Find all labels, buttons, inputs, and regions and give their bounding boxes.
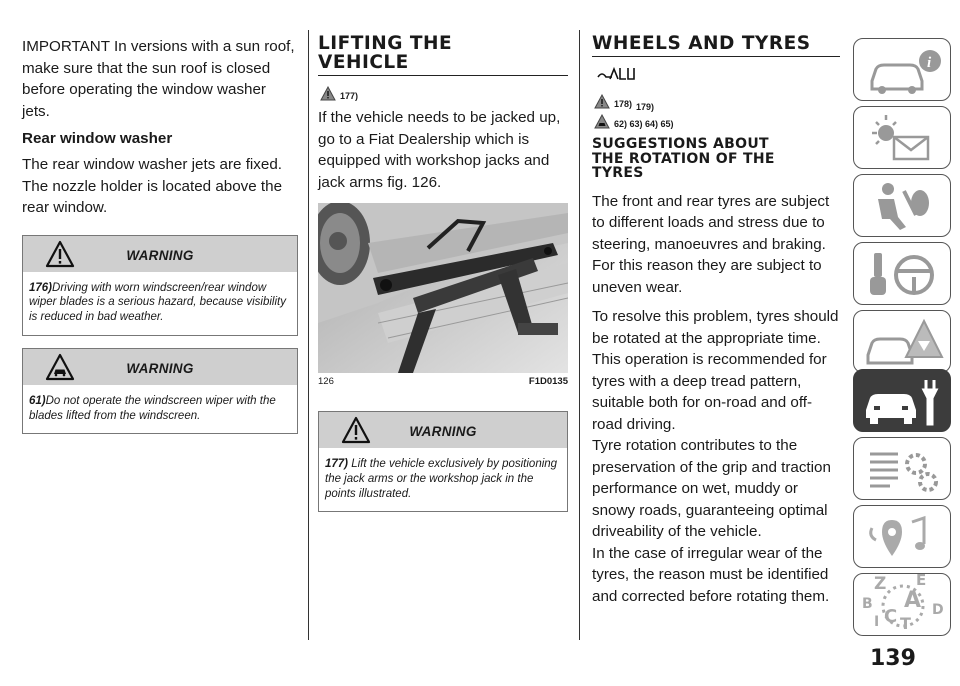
column-divider	[308, 30, 309, 640]
warning-header	[23, 349, 297, 385]
index-letter: I	[874, 614, 880, 630]
key-steering-icon	[854, 243, 952, 306]
column-1	[22, 36, 298, 444]
tyres-paragraph-3: Tyre rotation contributes to the preservation of the grip and traction performance on wet, muddy or snowy roads, guaranteeing optimal driveability of the vehicle.	[592, 437, 831, 540]
intro-paragraph: IMPORTANT In versions with a sun roof, make sure that the sun roof is closed before operating the window washer jets.	[22, 38, 295, 120]
index-letter: E	[916, 571, 927, 589]
warning-body	[23, 385, 297, 434]
page-number: 139	[870, 646, 916, 671]
warning-number: 177)	[325, 458, 349, 470]
tyre-rotation-heading-line2: THE ROTATION OF THE	[592, 150, 775, 167]
tab-safety[interactable]	[853, 174, 951, 237]
tab-car-info[interactable]	[853, 38, 951, 101]
tab-dashboard-lights[interactable]	[853, 106, 951, 169]
tyre-rotation-heading-line3: TYRES	[592, 165, 644, 181]
index-letter: A	[904, 588, 922, 613]
rear-window-washer-text: The rear window washer jets are fixed. The nozzle holder is located above the rear window.	[22, 156, 283, 216]
wheels-tyres-heading: WHEELS AND TYRES	[592, 34, 840, 57]
tyre-rotation-heading-line1: SUGGESTIONS ABOUT	[592, 136, 769, 152]
tab-technical-data[interactable]	[853, 437, 951, 500]
index-letter: C	[884, 606, 898, 627]
warning-text: Lift the vehicle exclusively by positioning the jack arms or the workshop jack in the points illustrated.	[325, 458, 558, 500]
tyres-paragraph-4: In the case of irregular wear of the tyres, the reason must be identified and corrected before rotating them.	[592, 544, 830, 605]
reference-label: 179)	[636, 102, 655, 112]
lifting-heading-line1: LIFTING THE	[318, 33, 453, 54]
index-letter: B	[862, 596, 873, 612]
index-letter: D	[932, 602, 944, 618]
lifting-text: If the vehicle needs to be jacked up, go to a Fiat Dealership which is equipped with workshop jacks and jack arms fig. 126.	[318, 109, 561, 191]
reference-label: 178)	[614, 99, 633, 109]
column-2	[318, 34, 568, 522]
lifting-heading-line2: VEHICLE	[318, 52, 409, 73]
tab-multimedia[interactable]	[853, 505, 951, 568]
technical-data-icon	[854, 438, 952, 501]
warning-title: WARNING	[409, 424, 477, 439]
warning-number: 176)	[29, 281, 53, 294]
car-info-icon	[854, 39, 952, 102]
reference-178	[594, 94, 840, 112]
warning-header	[23, 236, 297, 272]
warning-text: Do not operate the windscreen wiper with the blades lifted from the windscreen.	[29, 394, 276, 422]
maintenance-icon	[854, 370, 952, 433]
car-warning-icon	[594, 114, 610, 129]
tyre-symbol-icon	[596, 65, 840, 88]
warning-title: WARNING	[126, 247, 194, 263]
warning-triangle-icon	[320, 86, 336, 101]
tyres-paragraph-2: To resolve this problem, tyres should be rotated at the appropriate time. This operation is recommended for tyres with a deep tread pattern, suitable both for on-road and off-road driving.	[592, 308, 839, 433]
tab-maintenance[interactable]	[853, 369, 951, 432]
warning-triangle-icon	[594, 94, 610, 109]
figure-code: F1D0135	[528, 376, 568, 387]
index-letter: T	[900, 614, 911, 633]
multimedia-icon	[854, 506, 952, 569]
rear-window-washer-heading: Rear window washer	[22, 130, 173, 147]
figure-caption	[318, 376, 568, 387]
reference-62-65	[594, 114, 840, 129]
tab-index[interactable]	[853, 573, 951, 636]
column-divider	[579, 30, 580, 640]
reference-177	[320, 86, 568, 101]
vehicle-underside-illustration	[318, 203, 568, 373]
warning-body	[23, 272, 297, 335]
warning-box-176	[22, 235, 298, 336]
reference-label: 177)	[340, 91, 359, 101]
figure-number: 126	[318, 376, 334, 387]
figure-126-image	[318, 203, 568, 373]
warning-box-177	[318, 411, 568, 512]
warning-number: 61)	[29, 394, 46, 407]
warning-title: WARNING	[126, 360, 194, 376]
dashboard-lights-icon	[854, 107, 952, 170]
warning-header	[319, 412, 567, 448]
index-letter: Z	[874, 574, 887, 594]
safety-airbag-icon	[854, 175, 952, 238]
tyres-paragraph-1: The front and rear tyres are subject to different loads and stress due to steering, manoeuvres and braking. For this reason they are subject to uneven wear.	[592, 192, 830, 296]
svg-text:i: i	[927, 55, 932, 71]
reference-label: 62) 63) 64) 65)	[614, 119, 674, 129]
warning-text: Driving with worn windscreen/rear window wiper blades is a serious hazard, because visibility is reduced in bad weather.	[29, 281, 286, 324]
warning-body	[319, 448, 567, 511]
column-3	[592, 34, 840, 615]
emergency-icon	[854, 311, 952, 374]
lifting-heading	[318, 34, 568, 76]
tab-emergency[interactable]	[853, 310, 951, 373]
tab-starting-driving[interactable]	[853, 242, 951, 305]
warning-box-61	[22, 348, 298, 435]
tyre-rotation-heading	[592, 137, 840, 181]
